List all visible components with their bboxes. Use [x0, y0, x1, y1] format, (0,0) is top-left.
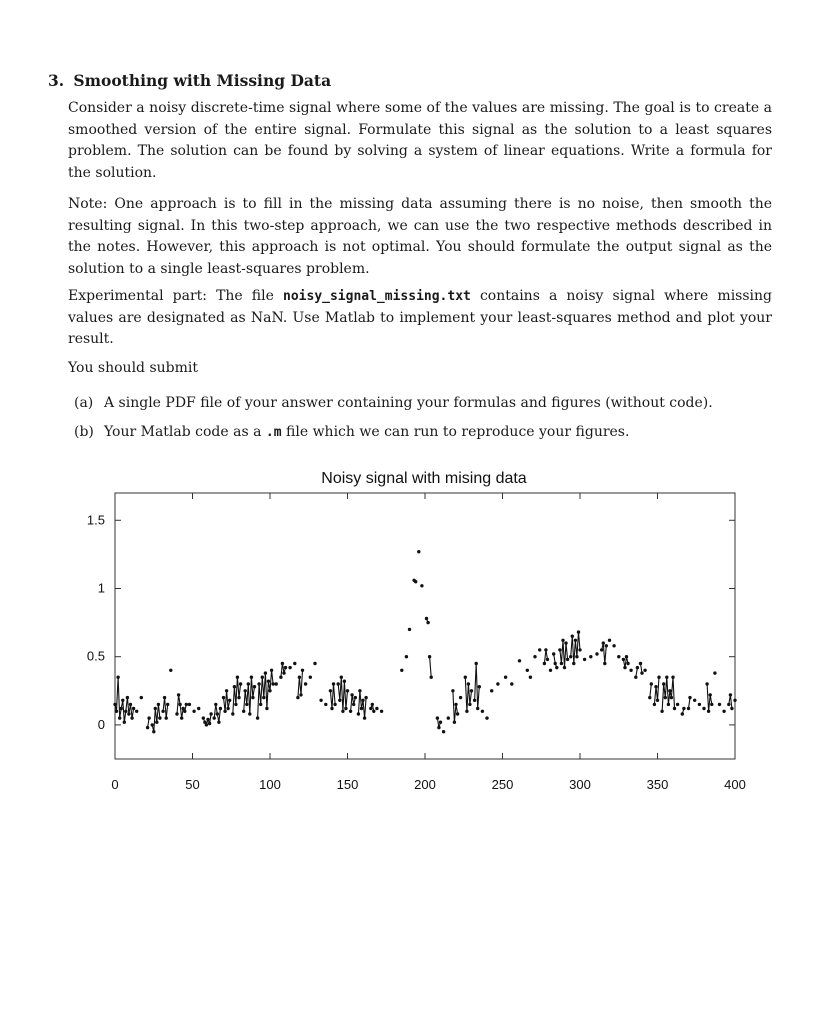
signal-point [245, 703, 248, 706]
paragraph-experimental [68, 286, 772, 351]
y-tick-label: 0.5 [86, 648, 105, 664]
signal-segment-line [662, 677, 674, 711]
signal-point [554, 662, 557, 665]
signal-point [183, 710, 186, 713]
signal-segment-line [554, 654, 557, 668]
signal-point [259, 703, 262, 706]
signal-point [319, 699, 322, 702]
signal-point [665, 676, 668, 679]
signal-point [126, 696, 129, 699]
signal-point [467, 682, 470, 685]
signal-point [526, 669, 529, 672]
signal-point [219, 707, 222, 710]
signal-point [341, 710, 344, 713]
signal-point [344, 707, 347, 710]
signal-point [337, 682, 340, 685]
signal-point [222, 696, 225, 699]
signal-point [140, 696, 143, 699]
signal-point [242, 710, 245, 713]
signal-point [129, 703, 132, 706]
signal-point [722, 710, 725, 713]
signal-point [425, 617, 428, 620]
signal-point [257, 682, 260, 685]
signal-point [426, 621, 429, 624]
signal-point [456, 712, 459, 715]
signal-point [702, 707, 705, 710]
signal-segment-line [729, 695, 732, 709]
signal-point [612, 644, 615, 647]
signal-point [256, 716, 259, 719]
list-label-b: (b) [74, 424, 94, 440]
x-tick-label: 300 [569, 777, 591, 792]
list-text-b-prefix: Your Matlab code as a [104, 424, 266, 440]
signal-point [564, 641, 567, 644]
signal-point [504, 676, 507, 679]
signal-point [408, 628, 411, 631]
signal-point [660, 710, 663, 713]
signal-point [127, 712, 130, 715]
signal-point [589, 655, 592, 658]
signal-point [267, 680, 270, 683]
signal-point [555, 666, 558, 669]
x-tick-label: 250 [491, 777, 514, 792]
signal-point [442, 730, 445, 733]
signal-segment-line [281, 664, 286, 678]
signal-point [468, 703, 471, 706]
signal-point [710, 703, 713, 706]
signal-chart [0, 455, 825, 815]
signal-point [664, 696, 667, 699]
signal-point [275, 682, 278, 685]
signal-point [574, 639, 577, 642]
y-tick-label: 0 [97, 716, 105, 732]
signal-point [625, 655, 628, 658]
signal-point [705, 682, 708, 685]
chart-title: Noisy signal with mising data [321, 470, 527, 487]
signal-point [157, 703, 160, 706]
signal-point [178, 703, 181, 706]
signal-point [643, 669, 646, 672]
signal-point [510, 682, 513, 685]
signal-point [380, 710, 383, 713]
signal-point [546, 658, 549, 661]
signal-point [560, 662, 563, 665]
signal-point [605, 644, 608, 647]
signal-segment-line [544, 650, 547, 664]
signal-point [670, 696, 673, 699]
signal-point [682, 707, 685, 710]
signal-point [281, 662, 284, 665]
signal-point [475, 662, 478, 665]
signal-point [733, 699, 736, 702]
signal-point [543, 662, 546, 665]
signal-point [116, 676, 119, 679]
signal-point [146, 726, 149, 729]
signal-point [490, 689, 493, 692]
signal-point [454, 703, 457, 706]
signal-point [681, 712, 684, 715]
signal-point [476, 707, 479, 710]
signal-point [529, 676, 532, 679]
signal-point [155, 721, 158, 724]
signal-point [147, 716, 150, 719]
signal-point [578, 648, 581, 651]
signal-point [214, 703, 217, 706]
signal-point [270, 669, 273, 672]
signal-point [698, 703, 701, 706]
signal-point [650, 682, 653, 685]
signal-segment-line [650, 684, 652, 698]
signal-point [364, 696, 367, 699]
signal-point [428, 655, 431, 658]
signal-point [709, 693, 712, 696]
signal-point [250, 676, 253, 679]
signal-point [400, 669, 403, 672]
signal-point [208, 722, 211, 725]
signal-point [729, 693, 732, 696]
signal-point [485, 716, 488, 719]
signal-point [340, 676, 343, 679]
signal-point [629, 669, 632, 672]
problem-title: Smoothing with Missing Data [73, 71, 332, 90]
signal-point [617, 655, 620, 658]
signal-point [185, 703, 188, 706]
signal-point [213, 716, 216, 719]
signal-point [206, 718, 209, 721]
signal-point [223, 710, 226, 713]
signal-point [349, 710, 352, 713]
list-item-b [74, 424, 774, 440]
signal-segment-line [707, 684, 712, 711]
signal-point [563, 666, 566, 669]
signal-point [451, 689, 454, 692]
signal-point [558, 648, 561, 651]
y-tick-label: 1 [97, 580, 105, 596]
x-tick-label: 0 [111, 777, 119, 792]
signal-point [640, 671, 643, 674]
signal-point [226, 707, 229, 710]
signal-point [169, 669, 172, 672]
signal-point [180, 716, 183, 719]
signal-point [121, 699, 124, 702]
paragraph-intro: Consider a noisy discrete-time signal where some of the values are missing. The goal is to create a smoothed version of the entire signal. Formulate this signal as the solution to a least squares problem. The solution can be found by solving a system of linear equations. Write a formula for the solution. [68, 100, 772, 181]
signal-point [166, 703, 169, 706]
signal-point [600, 648, 603, 651]
signal-point [414, 580, 417, 583]
signal-point [459, 696, 462, 699]
signal-point [577, 630, 580, 633]
signal-point [357, 712, 360, 715]
signal-point [175, 712, 178, 715]
x-tick-label: 350 [646, 777, 669, 792]
signal-point [571, 635, 574, 638]
signal-point [216, 712, 219, 715]
signal-point [595, 652, 598, 655]
signal-point [572, 662, 575, 665]
signal-point [639, 662, 642, 665]
x-tick-label: 200 [414, 777, 436, 792]
signal-point [262, 696, 265, 699]
signal-point [437, 726, 440, 729]
signal-point [361, 699, 364, 702]
data-filename: noisy_signal_missing.txt [283, 289, 471, 304]
signal-point [264, 671, 267, 674]
signal-point [120, 707, 123, 710]
signal-point [135, 710, 138, 713]
signal-point [727, 703, 730, 706]
signal-point [707, 710, 710, 713]
signal-point [464, 676, 467, 679]
signal-point [538, 648, 541, 651]
signal-point [177, 693, 180, 696]
signal-point [343, 680, 346, 683]
signal-series [113, 550, 736, 733]
x-axis [111, 493, 745, 792]
signal-point [261, 676, 264, 679]
problem-number: 3. [48, 71, 65, 90]
signal-point [333, 703, 336, 706]
signal-point [626, 662, 629, 665]
signal-point [163, 696, 166, 699]
signal-point [282, 671, 285, 674]
signal-point [430, 676, 433, 679]
signal-point [561, 639, 564, 642]
signal-point [197, 707, 200, 710]
signal-point [671, 676, 674, 679]
signal-point [363, 716, 366, 719]
signal-point [313, 662, 316, 665]
signal-point [622, 658, 625, 661]
signal-point [188, 703, 191, 706]
paragraph-note: Note: One approach is to fill in the missing data assuming there is no noise, then smooth the resulting signal. In this two-step approach, we can use the two respective methods described in the notes. However, this approach is not optimal. You should formulate the output signal as the solution to a single least-squares problem. [68, 196, 772, 277]
signal-point [158, 716, 161, 719]
signal-point [693, 699, 696, 702]
signal-point [668, 689, 671, 692]
signal-point [279, 676, 282, 679]
signal-point [202, 716, 205, 719]
signal-point [676, 703, 679, 706]
signal-point [113, 703, 116, 706]
signal-point [439, 721, 442, 724]
list-text-b-suffix: file which we can run to reproduce your figures. [281, 424, 630, 440]
signal-point [209, 712, 212, 715]
signal-point [634, 676, 637, 679]
signal-point [662, 682, 665, 685]
signal-point [602, 641, 605, 644]
signal-point [299, 693, 302, 696]
signal-point [329, 689, 332, 692]
signal-point [417, 550, 420, 553]
signal-point [667, 703, 670, 706]
signal-point [118, 716, 121, 719]
signal-point [324, 703, 327, 706]
signal-point [154, 707, 157, 710]
signal-point [247, 682, 250, 685]
signal-point [225, 689, 228, 692]
signal-point [130, 716, 133, 719]
signal-point [338, 699, 341, 702]
signal-point [350, 693, 353, 696]
signal-point [656, 699, 659, 702]
signal-segment-line [258, 670, 274, 718]
list-text-b-code: .m [265, 425, 282, 440]
signal-segment-line [453, 691, 458, 722]
signal-point [420, 584, 423, 587]
signal-point [566, 658, 569, 661]
signal-point [688, 696, 691, 699]
signal-point [192, 710, 195, 713]
experimental-suffix: contains a noisy signal where missing values are designated as NaN. Use Matlab to implement your least-squares method and plot your result. [68, 288, 773, 347]
signal-point [375, 707, 378, 710]
signal-point [205, 723, 208, 726]
signal-point [253, 685, 256, 688]
y-axis [87, 512, 735, 732]
signal-point [271, 682, 274, 685]
signal-point [228, 699, 231, 702]
signal-point [330, 707, 333, 710]
signal-point [583, 658, 586, 661]
signal-point [236, 676, 239, 679]
paragraph-submit: You should submit [68, 360, 198, 376]
signal-point [251, 696, 254, 699]
x-tick-label: 150 [336, 777, 359, 792]
signal-point [309, 676, 312, 679]
signal-point [352, 703, 355, 706]
signal-segment-line [338, 677, 347, 711]
signal-point [608, 639, 611, 642]
signal-point [268, 689, 271, 692]
signal-point [332, 682, 335, 685]
y-tick-label: 1.5 [86, 512, 105, 528]
list-label-a: (a) [74, 395, 94, 411]
signal-point [648, 696, 651, 699]
signal-point [152, 730, 155, 733]
x-tick-label: 400 [724, 777, 746, 792]
signal-point [239, 682, 242, 685]
signal-point [653, 703, 656, 706]
signal-point [346, 689, 349, 692]
signal-point [470, 689, 473, 692]
signal-segment-line [430, 657, 432, 678]
x-tick-label: 50 [185, 777, 200, 792]
signal-point [284, 666, 287, 669]
signal-point [369, 707, 372, 710]
signal-point [657, 676, 660, 679]
signal-point [481, 710, 484, 713]
signal-point [603, 662, 606, 665]
signal-segment-line [163, 698, 168, 719]
signal-point [623, 666, 626, 669]
x-tick-label: 100 [259, 777, 281, 792]
signal-point [234, 703, 237, 706]
signal-point [549, 669, 552, 672]
signal-point [151, 723, 154, 726]
signal-point [575, 655, 578, 658]
signal-point [533, 655, 536, 658]
signal-point [217, 721, 220, 724]
signal-point [161, 710, 164, 713]
signal-point [360, 707, 363, 710]
signal-point [231, 712, 234, 715]
signal-point [569, 655, 572, 658]
signal-point [301, 669, 304, 672]
signal-point [293, 662, 296, 665]
signal-point [654, 685, 657, 688]
signal-point [730, 707, 733, 710]
signal-point [544, 648, 547, 651]
signal-point [132, 707, 135, 710]
signal-point [298, 676, 301, 679]
signal-point [673, 707, 676, 710]
signal-point [123, 721, 126, 724]
signal-point [473, 699, 476, 702]
signal-point [304, 682, 307, 685]
signal-point [405, 655, 408, 658]
signal-point [496, 682, 499, 685]
signal-point [478, 685, 481, 688]
signal-point [687, 707, 690, 710]
signal-point [233, 685, 236, 688]
list-text-a: A single PDF file of your answer containing your formulas and figures (without code). [104, 395, 713, 411]
signal-point [713, 671, 716, 674]
signal-point [124, 710, 127, 713]
signal-point [354, 696, 357, 699]
signal-point [248, 712, 251, 715]
signal-point [288, 666, 291, 669]
experimental-prefix: Experimental part: The file [68, 288, 284, 304]
signal-segment-line [233, 677, 241, 714]
signal-point [237, 696, 240, 699]
signal-point [296, 696, 299, 699]
signal-point [115, 710, 118, 713]
signal-point [518, 659, 521, 662]
problem-heading [48, 71, 331, 90]
signal-point [265, 707, 268, 710]
signal-point [718, 703, 721, 706]
signal-point [465, 710, 468, 713]
signal-point [358, 689, 361, 692]
list-item-a [74, 395, 774, 411]
signal-point [636, 666, 639, 669]
signal-point [371, 703, 374, 706]
signal-point [436, 716, 439, 719]
signal-point [372, 710, 375, 713]
signal-point [244, 689, 247, 692]
signal-point [447, 716, 450, 719]
signal-point [165, 716, 168, 719]
signal-point [453, 721, 456, 724]
signal-point [552, 652, 555, 655]
